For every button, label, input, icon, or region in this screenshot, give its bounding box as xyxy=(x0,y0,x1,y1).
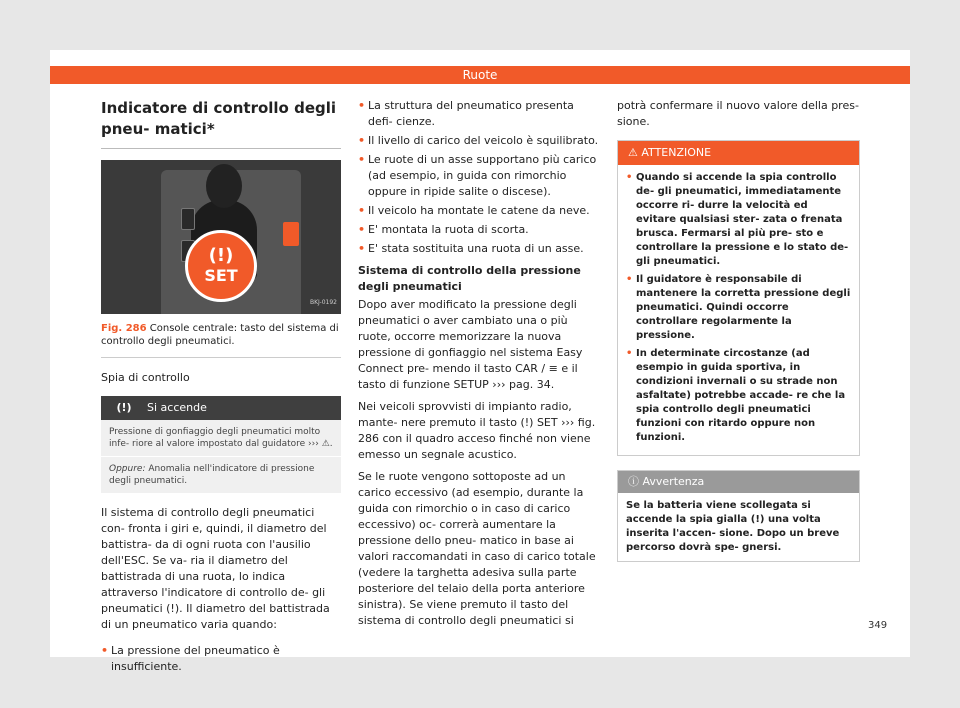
warning-item: • In determinate circostanze (ad esempio in guida sportiva, in condizioni invernali o su strade non asfaltate) potrebbe accade- re che la spia controllo degli pneumatici funzioni con ritardo oppure non funzioni. xyxy=(626,347,851,445)
list-item: • Il livello di carico del veicolo è squilibrato. xyxy=(358,133,601,149)
warning-item: • Quando si accende la spia controllo de- gli pneumatici, immediatamente occorre ri- durre la velocità ed evitare qualsiasi ster- zata o frenata brusca. Fermarsi al più pre- sto e controllare la pressione e lo stato de- gli pneumatici. xyxy=(626,171,851,269)
list-item: • La pressione del pneumatico è insufficiente. xyxy=(101,643,341,675)
paragraph: Nei veicoli sprovvisti di impianto radio, mante- nere premuto il tasto (!) SET ››› fig. 286 con il quadro acceso finché non viene emesso un segnale acustico. xyxy=(358,400,596,461)
warning-icon: ⚠ xyxy=(628,146,638,159)
warning-box xyxy=(617,140,860,456)
oppure-label: Oppure: xyxy=(109,464,146,474)
tpms-button-highlight xyxy=(283,222,299,246)
column-2 xyxy=(358,98,601,635)
console-switch-left-upper xyxy=(181,208,195,230)
figure-caption xyxy=(101,314,341,358)
indicator-condition-1: Pressione di gonfiaggio degli pneumatici molto infe- riore al valore impostato dal guidatore ››› ⚠. xyxy=(101,420,341,456)
list-item: • Le ruote di un asse supportano più carico (ad esempio, in guida con rimorchio oppure in ripide salite o discese). xyxy=(358,152,601,200)
column-3 xyxy=(617,98,860,562)
indicator-label: Si accende xyxy=(147,401,207,414)
warning-header xyxy=(618,141,859,165)
list-item: • E' montata la ruota di scorta. xyxy=(358,222,601,238)
tire-pressure-warning-icon: (!) xyxy=(208,245,234,266)
indicator-bar xyxy=(101,396,341,420)
list-item: • E' stata sostituita una ruota di un asse. xyxy=(358,241,601,257)
page-title: Indicatore di controllo degli pneu- matici* xyxy=(101,98,341,149)
note-box xyxy=(617,470,860,562)
note-body: Se la batteria viene scollegata si accende la spia gialla (!) una volta inserita l'accen- sione. Dopo un breve percorso dovrà spe- gnersi. xyxy=(626,500,840,553)
paragraph: potrà confermare il nuovo valore della pres- sione. xyxy=(617,99,859,128)
info-icon: ⓘ xyxy=(628,475,639,488)
warning-item: • Il guidatore è responsabile di mantenere la corretta pressione degli pneumatici. Quindi occorre controllare regolarmente la pressione. xyxy=(626,273,851,343)
set-label: SET xyxy=(204,266,238,285)
condition-2-text: Anomalia nell'indicatore di pressione degli pneumatici. xyxy=(109,464,315,486)
paragraph: Dopo aver modificato la pressione degli pneumatici o aver cambiato una o più ruote, occorre memorizzare la nuova pressione di gonfiaggio nel sistema Easy Connect pre- mendo il tasto CAR / ≡ e il tasto di funzione SETUP ››› pag. 34. xyxy=(358,298,583,391)
caption-text: Console centrale: tasto del sistema di controllo degli pneumatici. xyxy=(101,323,339,347)
warning-body xyxy=(618,165,859,455)
figure-number: Fig. 286 xyxy=(101,323,147,334)
paragraph: Se le ruote vengono sottoposte ad un carico eccessivo (ad esempio, durante la guida con rimorchio o in caso di carico eccessivo) oc- correrà aumentare la pressione dello pneu- matico in base ai valori raccomandati in caso di carico totale (vedere la targhetta adesiva sulla parte posteriore del telaio della porta anteriore sinistra). Se viene premuto il tasto del sistema di controllo degli pneumatici si xyxy=(358,470,596,627)
note-title: Avvertenza xyxy=(642,475,705,488)
list-item: • Il veicolo ha montate le catene da neve. xyxy=(358,203,601,219)
list-item: • La struttura del pneumatico presenta defi- cienze. xyxy=(358,98,601,130)
column-1 xyxy=(101,98,341,678)
intro-paragraph: Il sistema di controllo degli pneumatici con- fronta i giri e, quindi, il diametro del battistra- da di ogni ruota con l'ausilio dell'ESC. Se va- ria il diametro del battistrada di una ruota, lo indica attraverso l'indicatore di controllo de- gli pneumatici (!). Il diametro del battistrada di un pneumatico varia quando: xyxy=(101,506,330,631)
page-number: 349 xyxy=(868,620,888,631)
figure-code: BKJ-0192 xyxy=(309,299,337,306)
section-header: Ruote xyxy=(50,66,910,84)
warning-title: ATTENZIONE xyxy=(641,146,712,159)
console-figure xyxy=(101,160,341,314)
section-title: Spia di controllo xyxy=(101,371,190,384)
indicator-condition-2 xyxy=(101,456,341,493)
set-button-callout xyxy=(185,230,257,302)
gear-knob xyxy=(206,164,242,208)
tire-warning-icon: (!) xyxy=(116,401,132,414)
subsection-title: Sistema di controllo della pressione degli pneumatici xyxy=(358,264,581,293)
note-header xyxy=(618,471,859,493)
